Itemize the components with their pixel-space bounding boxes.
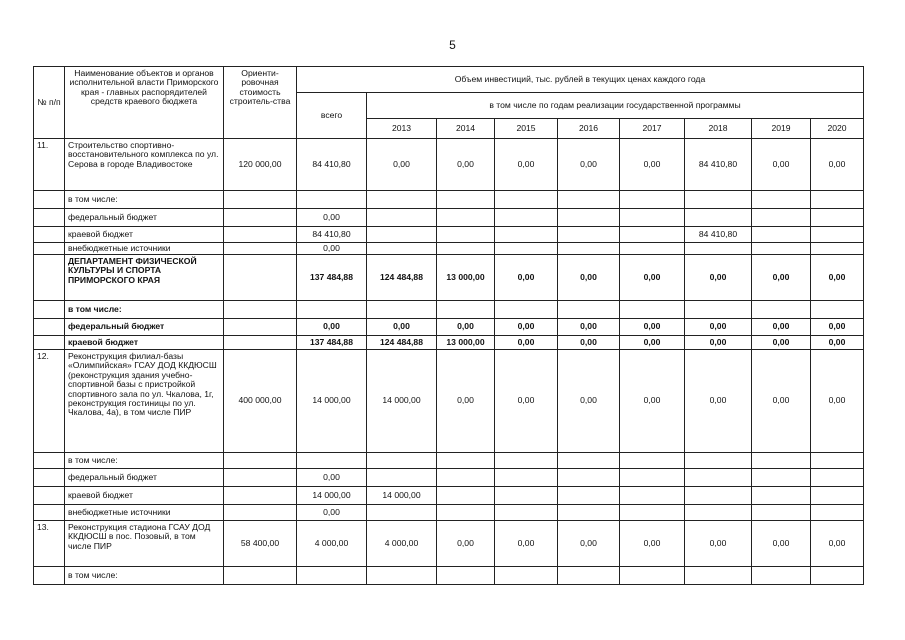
row-year-value xyxy=(685,505,752,521)
row-year-value: 0,00 xyxy=(437,521,495,567)
row-year-value: 0,00 xyxy=(752,350,811,453)
row-year-value xyxy=(437,505,495,521)
row-year-value xyxy=(367,453,437,469)
row-total: 0,00 xyxy=(297,469,367,487)
row-total: 137 484,88 xyxy=(297,255,367,301)
row-year-value: 0,00 xyxy=(811,350,864,453)
row-year-value: 13 000,00 xyxy=(437,255,495,301)
row-total: 4 000,00 xyxy=(297,521,367,567)
row-year-value xyxy=(495,469,558,487)
header-num: № п/п xyxy=(34,67,65,139)
table-row xyxy=(34,567,864,585)
row-cost xyxy=(224,469,297,487)
row-year-value: 0,00 xyxy=(685,350,752,453)
row-year-value: 0,00 xyxy=(685,521,752,567)
row-year-value: 0,00 xyxy=(367,319,437,336)
row-year-value: 14 000,00 xyxy=(367,350,437,453)
row-year-value xyxy=(811,469,864,487)
row-name: внебюджетные источники xyxy=(65,505,224,521)
row-year-value: 0,00 xyxy=(495,521,558,567)
table-row xyxy=(34,319,864,336)
row-year-value xyxy=(558,487,620,505)
row-name: Реконструкция филиал-базы «Олимпийская» ГСАУ ДОД ККДЮСШ (реконструкция здания учебно-спортивной базы с пристройкой спортивного зала по ул. Чкалова, 1г, реконструкция гостиницы по ул. Чкалова, 4а), в том числе ПИР xyxy=(65,350,224,453)
row-total: 0,00 xyxy=(297,243,367,255)
row-year-value xyxy=(685,191,752,209)
row-num xyxy=(34,453,65,469)
row-name: ДЕПАРТАМЕНТ ФИЗИЧЕСКОЙ КУЛЬТУРЫ И СПОРТА ПРИМОРСКОГО КРАЯ xyxy=(65,255,224,301)
row-year-value xyxy=(367,191,437,209)
row-year-value xyxy=(437,227,495,243)
table-row xyxy=(34,521,864,567)
investment-table xyxy=(33,66,864,585)
row-year-value: 0,00 xyxy=(620,255,685,301)
row-year-value xyxy=(367,469,437,487)
row-year-value xyxy=(685,209,752,227)
row-year-value xyxy=(620,243,685,255)
row-cost xyxy=(224,255,297,301)
row-year-value: 0,00 xyxy=(752,319,811,336)
row-total: 84 410,80 xyxy=(297,227,367,243)
row-year-value xyxy=(811,487,864,505)
table-row xyxy=(34,350,864,453)
row-year-value xyxy=(811,301,864,319)
row-year-value xyxy=(437,567,495,585)
row-year-value xyxy=(620,209,685,227)
table-row xyxy=(34,453,864,469)
row-year-value xyxy=(367,567,437,585)
header-year: 2017 xyxy=(620,119,685,139)
row-year-value xyxy=(558,243,620,255)
row-year-value xyxy=(495,191,558,209)
row-year-value: 124 484,88 xyxy=(367,255,437,301)
row-year-value xyxy=(685,487,752,505)
header-cost: Ориенти-ровочная стоимость строитель-ства xyxy=(224,67,297,139)
row-year-value: 84 410,80 xyxy=(685,227,752,243)
row-year-value xyxy=(367,505,437,521)
row-year-value: 0,00 xyxy=(685,255,752,301)
row-year-value xyxy=(437,243,495,255)
row-year-value xyxy=(752,191,811,209)
page-number: 5 xyxy=(449,38,456,52)
row-name: федеральный бюджет xyxy=(65,469,224,487)
header-volume: Объем инвестиций, тыс. рублей в текущих ценах каждого года xyxy=(297,67,864,93)
row-year-value xyxy=(752,301,811,319)
row-num xyxy=(34,319,65,336)
row-year-value xyxy=(558,209,620,227)
table-row xyxy=(34,469,864,487)
row-cost xyxy=(224,227,297,243)
row-year-value xyxy=(811,505,864,521)
row-name: Строительство спортивно-восстановительного комплекса по ул. Серова в городе Владивостоке xyxy=(65,139,224,191)
row-year-value xyxy=(752,227,811,243)
row-year-value xyxy=(367,301,437,319)
row-total: 14 000,00 xyxy=(297,350,367,453)
row-year-value xyxy=(558,227,620,243)
table-row xyxy=(34,209,864,227)
row-total: 84 410,80 xyxy=(297,139,367,191)
row-year-value: 0,00 xyxy=(495,255,558,301)
row-cost: 58 400,00 xyxy=(224,521,297,567)
row-name: в том числе: xyxy=(65,301,224,319)
row-year-value: 0,00 xyxy=(495,350,558,453)
row-name: краевой бюджет xyxy=(65,336,224,350)
row-year-value: 0,00 xyxy=(752,521,811,567)
row-year-value: 0,00 xyxy=(811,319,864,336)
row-total xyxy=(297,453,367,469)
row-year-value xyxy=(620,567,685,585)
row-year-value: 0,00 xyxy=(558,350,620,453)
header-year: 2020 xyxy=(811,119,864,139)
row-year-value xyxy=(437,191,495,209)
row-year-value xyxy=(558,505,620,521)
row-num xyxy=(34,505,65,521)
row-year-value xyxy=(437,209,495,227)
row-cost xyxy=(224,191,297,209)
row-year-value: 0,00 xyxy=(558,336,620,350)
row-cost xyxy=(224,336,297,350)
row-year-value xyxy=(495,567,558,585)
row-cost xyxy=(224,567,297,585)
row-name: Реконструкция стадиона ГСАУ ДОД ККДЮСШ в пос. Позовый, в том числе ПИР xyxy=(65,521,224,567)
header-by-years: в том числе по годам реализации государственной программы xyxy=(367,93,864,119)
row-year-value xyxy=(811,243,864,255)
row-year-value: 84 410,80 xyxy=(685,139,752,191)
table-body xyxy=(34,139,864,585)
row-year-value xyxy=(752,453,811,469)
row-year-value: 124 484,88 xyxy=(367,336,437,350)
row-year-value xyxy=(752,505,811,521)
row-year-value: 0,00 xyxy=(495,336,558,350)
row-year-value xyxy=(367,227,437,243)
row-name: федеральный бюджет xyxy=(65,209,224,227)
row-year-value: 0,00 xyxy=(437,350,495,453)
row-year-value xyxy=(685,453,752,469)
row-year-value: 4 000,00 xyxy=(367,521,437,567)
row-total xyxy=(297,301,367,319)
row-year-value: 0,00 xyxy=(620,521,685,567)
row-total: 0,00 xyxy=(297,505,367,521)
row-year-value: 0,00 xyxy=(811,139,864,191)
row-year-value xyxy=(558,567,620,585)
row-year-value xyxy=(558,191,620,209)
row-year-value xyxy=(495,301,558,319)
row-year-value: 0,00 xyxy=(620,336,685,350)
row-cost xyxy=(224,505,297,521)
table-row xyxy=(34,505,864,521)
row-year-value xyxy=(620,453,685,469)
row-year-value: 0,00 xyxy=(558,139,620,191)
table-row xyxy=(34,191,864,209)
row-year-value: 0,00 xyxy=(367,139,437,191)
row-year-value xyxy=(811,567,864,585)
row-year-value xyxy=(495,227,558,243)
table-row xyxy=(34,487,864,505)
row-total xyxy=(297,191,367,209)
row-year-value xyxy=(685,243,752,255)
row-year-value: 0,00 xyxy=(495,319,558,336)
row-cost: 120 000,00 xyxy=(224,139,297,191)
row-year-value xyxy=(495,243,558,255)
table-row xyxy=(34,255,864,301)
row-num xyxy=(34,469,65,487)
header-year: 2013 xyxy=(367,119,437,139)
row-year-value: 0,00 xyxy=(437,139,495,191)
row-cost xyxy=(224,209,297,227)
table-row xyxy=(34,243,864,255)
row-year-value xyxy=(811,209,864,227)
row-year-value xyxy=(811,453,864,469)
row-year-value: 0,00 xyxy=(558,319,620,336)
row-year-value: 0,00 xyxy=(685,336,752,350)
header-year: 2014 xyxy=(437,119,495,139)
row-year-value xyxy=(685,301,752,319)
row-num xyxy=(34,209,65,227)
row-cost xyxy=(224,301,297,319)
row-year-value xyxy=(620,191,685,209)
row-name: федеральный бюджет xyxy=(65,319,224,336)
header-year: 2018 xyxy=(685,119,752,139)
row-num: 13. xyxy=(34,521,65,567)
row-year-value xyxy=(752,209,811,227)
row-name: краевой бюджет xyxy=(65,487,224,505)
table-row xyxy=(34,301,864,319)
row-cost xyxy=(224,319,297,336)
row-year-value xyxy=(811,191,864,209)
row-year-value: 0,00 xyxy=(752,255,811,301)
row-year-value xyxy=(752,243,811,255)
row-year-value xyxy=(620,301,685,319)
row-num xyxy=(34,567,65,585)
row-name: внебюджетные источники xyxy=(65,243,224,255)
header-year: 2019 xyxy=(752,119,811,139)
row-total xyxy=(297,567,367,585)
table-header xyxy=(34,67,864,139)
row-year-value xyxy=(752,567,811,585)
row-year-value xyxy=(495,505,558,521)
row-year-value: 13 000,00 xyxy=(437,336,495,350)
row-cost xyxy=(224,487,297,505)
row-name: в том числе: xyxy=(65,567,224,585)
row-year-value xyxy=(685,567,752,585)
row-total: 0,00 xyxy=(297,319,367,336)
row-num xyxy=(34,227,65,243)
row-year-value xyxy=(752,469,811,487)
row-total: 0,00 xyxy=(297,209,367,227)
row-num xyxy=(34,255,65,301)
row-name: в том числе: xyxy=(65,191,224,209)
row-year-value xyxy=(558,469,620,487)
row-year-value xyxy=(367,243,437,255)
row-year-value: 0,00 xyxy=(752,139,811,191)
row-num xyxy=(34,243,65,255)
row-year-value: 0,00 xyxy=(752,336,811,350)
row-year-value xyxy=(495,453,558,469)
row-cost xyxy=(224,453,297,469)
row-year-value xyxy=(437,487,495,505)
row-year-value xyxy=(437,453,495,469)
row-cost xyxy=(224,243,297,255)
row-num xyxy=(34,191,65,209)
row-year-value xyxy=(495,209,558,227)
row-year-value: 0,00 xyxy=(620,139,685,191)
row-year-value: 14 000,00 xyxy=(367,487,437,505)
row-year-value xyxy=(685,469,752,487)
row-year-value xyxy=(620,505,685,521)
row-year-value xyxy=(620,469,685,487)
row-year-value: 0,00 xyxy=(558,521,620,567)
row-year-value: 0,00 xyxy=(558,255,620,301)
row-year-value xyxy=(558,453,620,469)
row-year-value xyxy=(437,469,495,487)
header-total: всего xyxy=(297,93,367,139)
row-year-value xyxy=(752,487,811,505)
row-year-value xyxy=(495,487,558,505)
row-year-value: 0,00 xyxy=(811,521,864,567)
table-row xyxy=(34,227,864,243)
header-year: 2016 xyxy=(558,119,620,139)
row-num xyxy=(34,487,65,505)
row-name: краевой бюджет xyxy=(65,227,224,243)
row-year-value xyxy=(620,227,685,243)
row-year-value: 0,00 xyxy=(811,336,864,350)
row-year-value: 0,00 xyxy=(437,319,495,336)
row-year-value xyxy=(367,209,437,227)
row-cost: 400 000,00 xyxy=(224,350,297,453)
table-row xyxy=(34,139,864,191)
row-year-value xyxy=(620,487,685,505)
row-total: 137 484,88 xyxy=(297,336,367,350)
row-total: 14 000,00 xyxy=(297,487,367,505)
row-year-value: 0,00 xyxy=(495,139,558,191)
row-num xyxy=(34,336,65,350)
header-name: Наименование объектов и органов исполнительной власти Приморского края - главных распорядителей средств краевого бюджета xyxy=(65,67,224,139)
row-num: 12. xyxy=(34,350,65,453)
row-year-value: 0,00 xyxy=(685,319,752,336)
row-num: 11. xyxy=(34,139,65,191)
row-year-value: 0,00 xyxy=(620,350,685,453)
table-row xyxy=(34,336,864,350)
row-year-value xyxy=(558,301,620,319)
row-year-value: 0,00 xyxy=(811,255,864,301)
row-year-value xyxy=(811,227,864,243)
row-num xyxy=(34,301,65,319)
header-year: 2015 xyxy=(495,119,558,139)
row-year-value: 0,00 xyxy=(620,319,685,336)
row-year-value xyxy=(437,301,495,319)
row-name: в том числе: xyxy=(65,453,224,469)
